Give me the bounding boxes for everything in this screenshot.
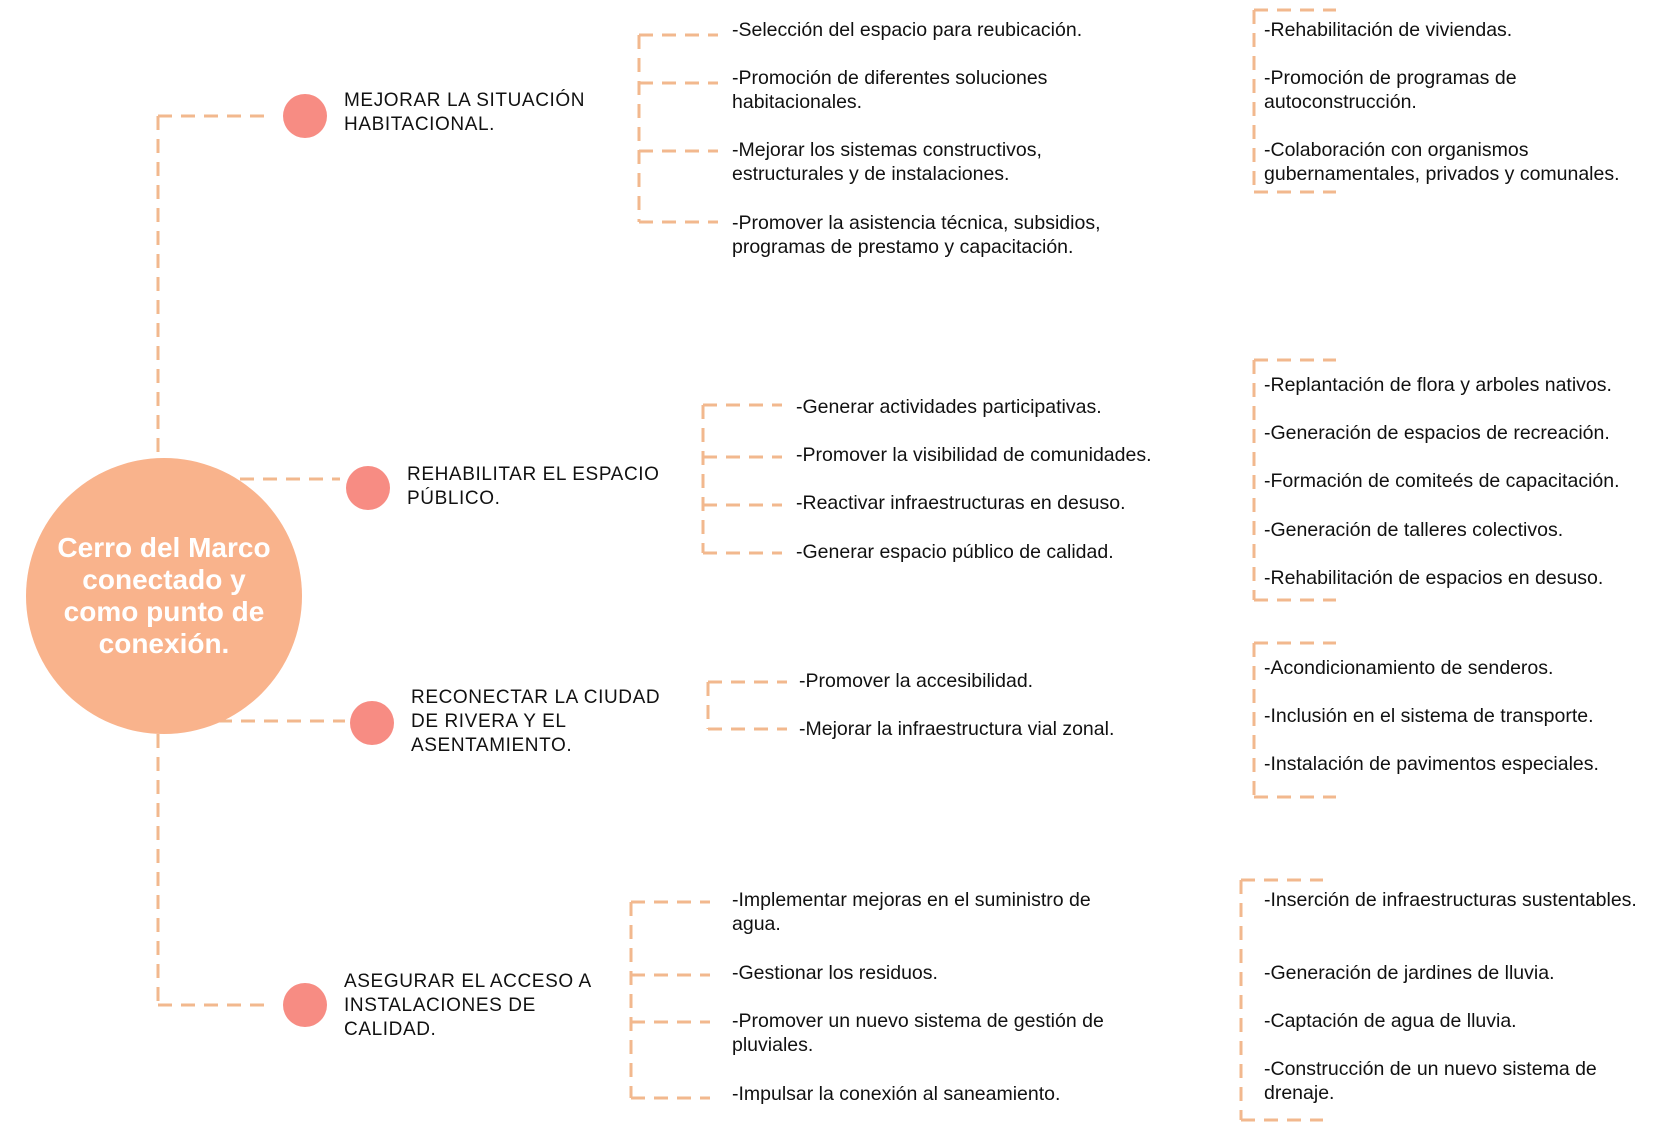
strategy-item: -Impulsar la conexión al saneamiento. <box>732 1083 1061 1105</box>
action-item: -Formación de comiteés de capacitación. <box>1264 470 1620 492</box>
strategy-item: -Promoción de diferentes soluciones habitacionales. <box>732 67 1048 113</box>
action-item: -Inclusión en el sistema de transporte. <box>1264 705 1594 727</box>
objective-marker-2 <box>346 466 390 510</box>
central-goal-node <box>26 458 302 734</box>
strategy-item: -Implementar mejoras en el suministro de agua. <box>732 889 1091 935</box>
action-item: -Rehabilitación de viviendas. <box>1264 19 1513 41</box>
objective-marker-4 <box>283 983 327 1027</box>
action-item: -Promoción de programas de autoconstrucción. <box>1264 67 1517 113</box>
strategy-item: -Generar espacio público de calidad. <box>796 541 1114 563</box>
objective-marker-3 <box>350 701 394 745</box>
action-item: -Rehabilitación de espacios en desuso. <box>1264 567 1604 589</box>
strategy-item: -Mejorar la infraestructura vial zonal. <box>799 718 1115 740</box>
strategy-item: -Promover un nuevo sistema de gestión de pluviales. <box>732 1010 1104 1056</box>
action-item: -Colaboración con organismos gubernamentales, privados y comunales. <box>1264 139 1620 185</box>
objective-marker-1 <box>283 94 327 138</box>
action-item: -Instalación de pavimentos especiales. <box>1264 753 1599 775</box>
action-item: -Construcción de un nuevo sistema de drenaje. <box>1264 1058 1597 1104</box>
strategy-item: -Mejorar los sistemas constructivos, estructurales y de instalaciones. <box>732 139 1042 185</box>
objective-label-2: REHABILITAR EL ESPACIO PÚBLICO. <box>407 464 660 509</box>
objective-label-1: MEJORAR LA SITUACIÓN HABITACIONAL. <box>344 90 586 135</box>
strategy-item: -Generar actividades participativas. <box>796 396 1102 418</box>
strategy-item: -Promover la visibilidad de comunidades. <box>796 444 1152 466</box>
strategy-item: -Gestionar los residuos. <box>732 962 938 984</box>
action-item: -Replantación de flora y arboles nativos. <box>1264 374 1612 396</box>
objective-label-4: ASEGURAR EL ACCESO A INSTALACIONES DE CALIDAD. <box>344 971 591 1040</box>
strategy-item: -Promover la accesibilidad. <box>799 670 1034 692</box>
action-item: -Captación de agua de lluvia. <box>1264 1010 1517 1032</box>
objective-label-3: RECONECTAR LA CIUDAD DE RIVERA Y EL ASENTAMIENTO. <box>411 687 661 756</box>
action-item: -Generación de jardines de lluvia. <box>1264 962 1555 984</box>
action-item: -Inserción de infraestructuras sustentables. <box>1264 889 1637 911</box>
central-goal-label: Cerro del Marco conectado y como punto de conexión. <box>57 532 271 659</box>
strategy-item: -Reactivar infraestructuras en desuso. <box>796 492 1126 514</box>
strategy-item: -Promover la asistencia técnica, subsidios, programas de prestamo y capacitación. <box>732 212 1101 258</box>
action-item: -Acondicionamiento de senderos. <box>1264 657 1554 679</box>
action-item: -Generación de talleres colectivos. <box>1264 519 1564 541</box>
action-item: -Generación de espacios de recreación. <box>1264 422 1610 444</box>
strategy-item: -Selección del espacio para reubicación. <box>732 19 1083 41</box>
